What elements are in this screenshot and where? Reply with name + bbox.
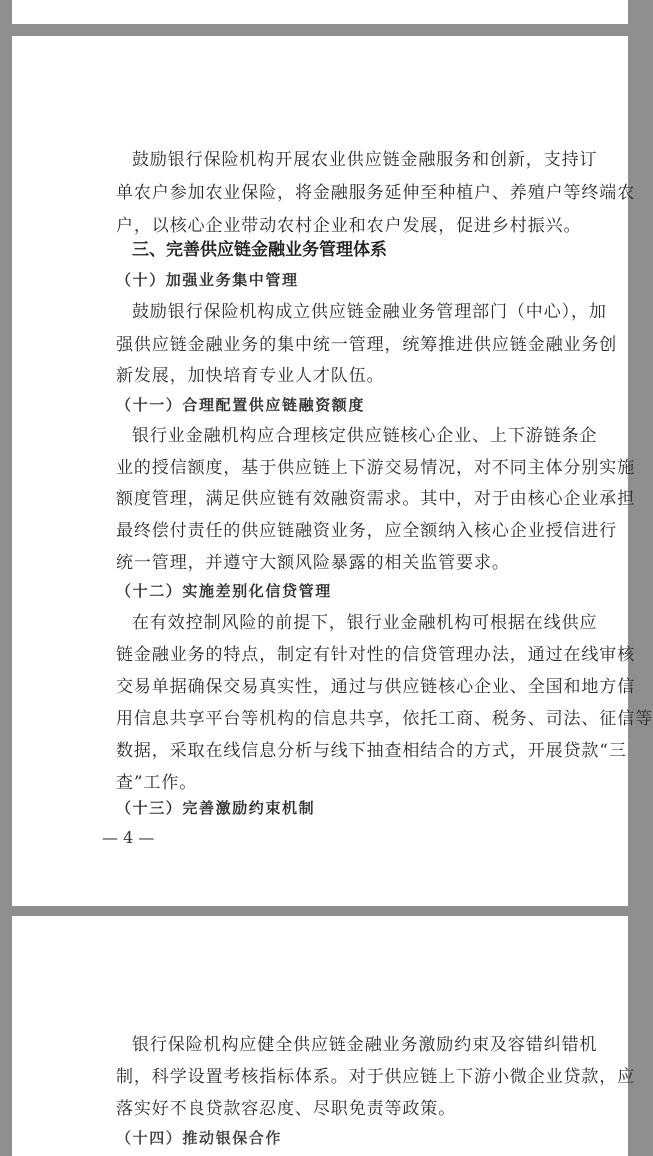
sub-heading: （十四）推动银保合作 (116, 1129, 283, 1147)
paragraph-line: 银行业金融机构应合理核定供应链核心企业、上下游链条企 (132, 426, 598, 446)
paragraph-line: 链金融业务的特点，制定有针对性的信贷管理办法，通过在线审核 (116, 645, 636, 665)
paragraph-line: 交易单据确保交易真实性，通过与供应链核心企业、全国和地方信 (116, 677, 636, 697)
document-page-4 (12, 36, 653, 906)
previous-page-sheet (12, 0, 628, 24)
paragraph-line: 户，以核心企业带动农村企业和农户发展，促进乡村振兴。 (116, 216, 582, 236)
paragraph-line: 落实好不良贷款容忍度、尽职免责等政策。 (116, 1099, 457, 1119)
paragraph-line: 统一管理，并遵守大额风险暴露的相关监管要求。 (116, 553, 510, 573)
paragraph-line: 用信息共享平台等机构的信息共享，依托工商、税务、司法、征信等 (116, 709, 653, 729)
paragraph-line: 强供应链金融业务的集中统一管理，统筹推进供应链金融业务创 (116, 335, 618, 355)
sub-heading: （十一）合理配置供应链融资额度 (116, 396, 366, 414)
paragraph-line: 数据，采取在线信息分析与线下抽查相结合的方式，开展贷款“三 (116, 741, 627, 761)
paragraph-line: 额度管理，满足供应链有效融资需求。其中，对于由核心企业承担 (116, 489, 636, 509)
paragraph-line: 最终偿付责任的供应链融资业务，应全额纳入核心企业授信进行 (116, 521, 618, 541)
paragraph-line: 新发展，加快培育专业人才队伍。 (116, 366, 385, 386)
page-number: — 4 — (102, 828, 155, 847)
sub-heading: （十二）实施差别化信贷管理 (116, 582, 332, 600)
paragraph-line: 查”工作。 (116, 773, 198, 793)
paragraph-line: 在有效控制风险的前提下，银行业金融机构可根据在线供应 (132, 613, 598, 633)
sub-heading: （十三）完善激励约束机制 (116, 799, 316, 817)
paragraph-line: 业的授信额度，基于供应链上下游交易情况，对不同主体分别实施 (116, 458, 636, 478)
paragraph-line: 鼓励银行保险机构开展农业供应链金融服务和创新，支持订 (132, 150, 598, 170)
sub-heading: （十）加强业务集中管理 (116, 271, 299, 289)
paragraph-line: 制，科学设置考核指标体系。对于供应链上下游小微企业贷款，应 (116, 1067, 636, 1087)
paragraph-line: 鼓励银行保险机构成立供应链金融业务管理部门（中心），加 (132, 302, 607, 322)
section-heading: 三、完善供应链金融业务管理体系 (132, 240, 387, 260)
paragraph-line: 银行保险机构应健全供应链金融业务激励约束及容错纠错机 (132, 1035, 598, 1055)
paragraph-line: 单农户参加农业保险，将金融服务延伸至种植户、养殖户等终端农 (116, 183, 636, 203)
document-page-5 (12, 916, 636, 1156)
